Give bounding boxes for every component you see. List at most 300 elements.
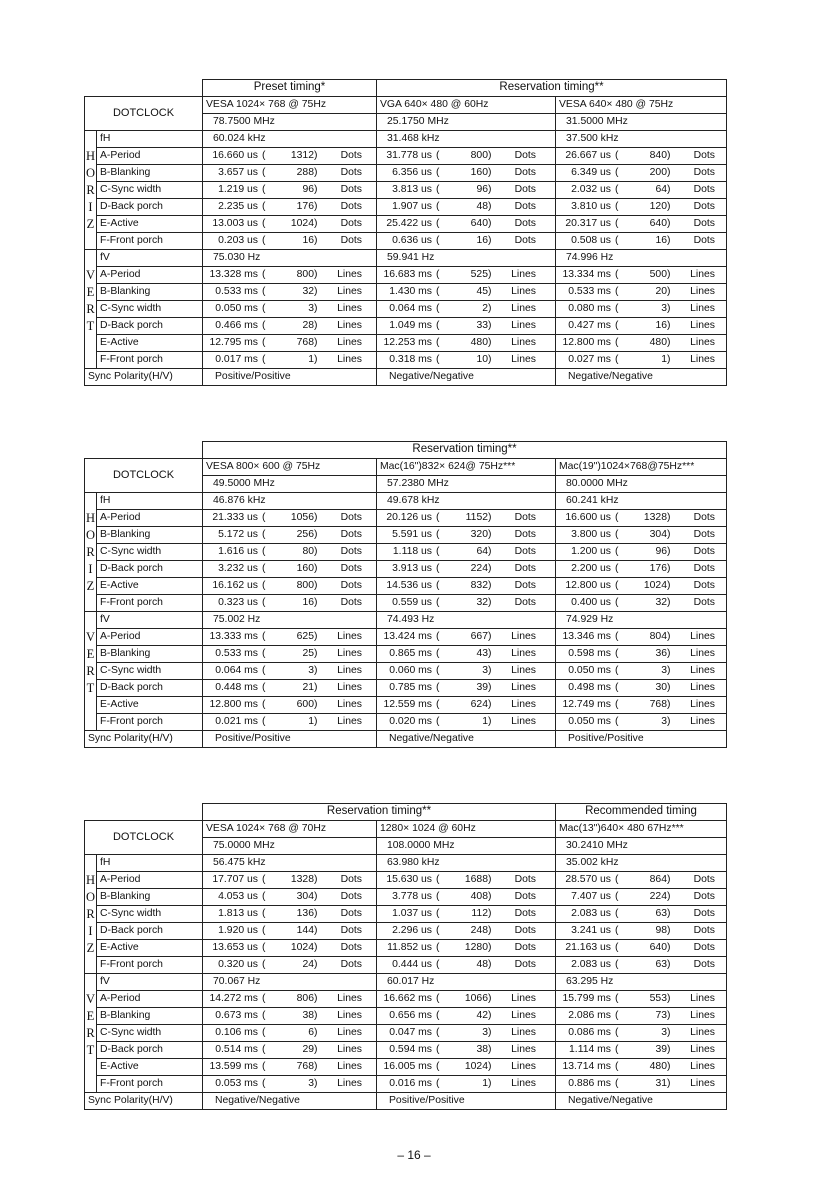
count bbox=[286, 598, 328, 608]
unit: Dots bbox=[340, 183, 362, 195]
timing-cell bbox=[380, 236, 552, 246]
parameter-label: D-Back porch bbox=[97, 1042, 203, 1059]
horizontal-row bbox=[85, 233, 727, 250]
count-value: 64 bbox=[476, 545, 488, 557]
timing-cell bbox=[559, 270, 723, 280]
duration: 0.017 ms bbox=[215, 353, 258, 365]
section-letter: O bbox=[85, 527, 96, 542]
sync-polarity-value: Negative/Negative bbox=[377, 369, 556, 386]
count-value: 16 bbox=[655, 234, 667, 246]
duration: 0.508 us bbox=[571, 234, 611, 246]
parameter-label: D-Back porch bbox=[97, 680, 203, 697]
unit: Dots bbox=[693, 924, 715, 936]
duration: 0.498 ms bbox=[568, 681, 611, 693]
unit: Lines bbox=[511, 630, 536, 642]
close-paren: ) bbox=[314, 596, 318, 608]
open-paren: ( bbox=[262, 890, 266, 902]
count-value: 3 bbox=[308, 664, 314, 676]
count-value: 1152 bbox=[465, 511, 488, 523]
open-paren: ( bbox=[262, 217, 266, 229]
count-value: 480 bbox=[649, 336, 667, 348]
open-paren: ( bbox=[436, 1009, 440, 1021]
timing-value bbox=[377, 1076, 556, 1093]
count bbox=[286, 168, 328, 178]
duration: 0.021 ms bbox=[215, 715, 258, 727]
frequency-value: 60.024 kHz bbox=[203, 131, 377, 148]
open-paren: ( bbox=[436, 285, 440, 297]
open-paren: ( bbox=[615, 630, 619, 642]
timing-cell bbox=[380, 909, 552, 919]
open-paren: ( bbox=[262, 319, 266, 331]
duration: 0.323 us bbox=[218, 596, 258, 608]
count bbox=[639, 530, 681, 540]
vertical-row bbox=[85, 646, 727, 663]
timing-cell bbox=[380, 875, 552, 885]
unit: Lines bbox=[511, 302, 536, 314]
dotclock-value: 78.7500 MHz bbox=[203, 114, 377, 131]
open-paren: ( bbox=[436, 1060, 440, 1072]
timing-value bbox=[556, 544, 727, 561]
unit: Dots bbox=[514, 217, 536, 229]
timing-value bbox=[377, 148, 556, 165]
section-letter bbox=[85, 595, 97, 612]
close-paren: ) bbox=[667, 992, 671, 1004]
duration: 0.050 ms bbox=[568, 715, 611, 727]
group-header: Reservation timing** bbox=[377, 80, 727, 97]
open-paren: ( bbox=[262, 924, 266, 936]
dotclock-value: 25.1750 MHz bbox=[377, 114, 556, 131]
duration: 0.320 us bbox=[218, 958, 258, 970]
count bbox=[460, 598, 502, 608]
count bbox=[639, 513, 681, 523]
open-paren: ( bbox=[436, 234, 440, 246]
count bbox=[286, 700, 328, 710]
unit: Lines bbox=[690, 268, 715, 280]
duration: 1.200 us bbox=[571, 545, 611, 557]
close-paren: ) bbox=[314, 166, 318, 178]
duration: 0.514 ms bbox=[215, 1043, 258, 1055]
timing-table bbox=[84, 803, 727, 1110]
duration: 13.328 ms bbox=[209, 268, 258, 280]
count bbox=[286, 926, 328, 936]
timing-value bbox=[556, 182, 727, 199]
count-value: 32 bbox=[302, 285, 314, 297]
frequency-value: 63.295 Hz bbox=[556, 974, 727, 991]
count bbox=[639, 598, 681, 608]
open-paren: ( bbox=[262, 511, 266, 523]
close-paren: ) bbox=[667, 353, 671, 365]
count bbox=[460, 202, 502, 212]
duration: 2.200 us bbox=[571, 562, 611, 574]
unit: Dots bbox=[340, 907, 362, 919]
parameter-label: F-Front porch bbox=[97, 233, 203, 250]
close-paren: ) bbox=[667, 579, 671, 591]
dotclock-value: 57.2380 MHz bbox=[377, 476, 556, 493]
count-value: 840 bbox=[649, 149, 667, 161]
open-paren: ( bbox=[436, 596, 440, 608]
count bbox=[460, 338, 502, 348]
section-letter: R bbox=[86, 906, 95, 921]
unit: Dots bbox=[340, 200, 362, 212]
open-paren: ( bbox=[262, 285, 266, 297]
timing-cell bbox=[559, 219, 723, 229]
unit: Lines bbox=[511, 268, 536, 280]
timing-cell bbox=[206, 287, 373, 297]
close-paren: ) bbox=[488, 1026, 492, 1038]
timing-cell bbox=[206, 994, 373, 1004]
unit: Dots bbox=[514, 873, 536, 885]
count-value: 1024 bbox=[643, 579, 667, 591]
duration: 0.656 ms bbox=[389, 1009, 432, 1021]
close-paren: ) bbox=[488, 528, 492, 540]
open-paren: ( bbox=[615, 1026, 619, 1038]
count bbox=[460, 581, 502, 591]
unit: Lines bbox=[690, 992, 715, 1004]
open-paren: ( bbox=[615, 149, 619, 161]
unit: Lines bbox=[337, 630, 362, 642]
close-paren: ) bbox=[667, 596, 671, 608]
section-letter: E bbox=[85, 646, 97, 663]
unit: Lines bbox=[511, 698, 536, 710]
timing-value bbox=[203, 906, 377, 923]
count-value: 1328 bbox=[290, 873, 314, 885]
unit: Dots bbox=[514, 183, 536, 195]
timing-cell bbox=[380, 270, 552, 280]
section-letter: R bbox=[86, 663, 95, 678]
duration: 0.466 ms bbox=[215, 319, 258, 331]
count bbox=[460, 547, 502, 557]
timing-cell bbox=[380, 1028, 552, 1038]
open-paren: ( bbox=[436, 528, 440, 540]
open-paren: ( bbox=[262, 353, 266, 365]
close-paren: ) bbox=[667, 1009, 671, 1021]
unit: Lines bbox=[337, 698, 362, 710]
count-value: 768 bbox=[296, 1060, 314, 1072]
count-value: 32 bbox=[655, 596, 667, 608]
unit: Dots bbox=[514, 528, 536, 540]
parameter-label: fH bbox=[97, 855, 203, 872]
timing-cell bbox=[206, 1028, 373, 1038]
mode-row bbox=[85, 97, 727, 114]
count bbox=[286, 1045, 328, 1055]
sync-polarity-value: Negative/Negative bbox=[556, 369, 727, 386]
duration: 20.317 us bbox=[565, 217, 611, 229]
section-letter bbox=[85, 335, 97, 352]
open-paren: ( bbox=[436, 681, 440, 693]
count bbox=[460, 513, 502, 523]
duration: 12.253 ms bbox=[383, 336, 432, 348]
duration: 0.027 ms bbox=[568, 353, 611, 365]
open-paren: ( bbox=[436, 992, 440, 1004]
count bbox=[286, 530, 328, 540]
timing-value bbox=[203, 199, 377, 216]
parameter-label: A-Period bbox=[97, 148, 203, 165]
count bbox=[460, 1028, 502, 1038]
timing-cell bbox=[559, 185, 723, 195]
timing-value bbox=[203, 629, 377, 646]
open-paren: ( bbox=[615, 319, 619, 331]
close-paren: ) bbox=[667, 511, 671, 523]
count bbox=[639, 564, 681, 574]
unit: Dots bbox=[693, 166, 715, 178]
count-value: 480 bbox=[649, 1060, 667, 1072]
duration: 12.559 ms bbox=[383, 698, 432, 710]
section-letter: O bbox=[85, 889, 96, 904]
frequency-value: 70.067 Hz bbox=[203, 974, 377, 991]
frequency-value: 37.500 kHz bbox=[556, 131, 727, 148]
timing-value bbox=[377, 1042, 556, 1059]
count bbox=[286, 1011, 328, 1021]
close-paren: ) bbox=[667, 1060, 671, 1072]
close-paren: ) bbox=[667, 1026, 671, 1038]
unit: Dots bbox=[340, 924, 362, 936]
count bbox=[639, 547, 681, 557]
timing-cell bbox=[380, 564, 552, 574]
timing-cell bbox=[380, 355, 552, 365]
timing-cell bbox=[559, 700, 723, 710]
duration: 13.424 ms bbox=[383, 630, 432, 642]
timing-value bbox=[556, 923, 727, 940]
frequency-value: 49.678 kHz bbox=[377, 493, 556, 510]
duration: 31.778 us bbox=[386, 149, 432, 161]
open-paren: ( bbox=[436, 1043, 440, 1055]
close-paren: ) bbox=[314, 715, 318, 727]
timing-cell bbox=[206, 338, 373, 348]
close-paren: ) bbox=[488, 1009, 492, 1021]
open-paren: ( bbox=[615, 528, 619, 540]
parameter-label: A-Period bbox=[97, 629, 203, 646]
timing-value bbox=[203, 182, 377, 199]
timing-value bbox=[203, 352, 377, 369]
open-paren: ( bbox=[262, 698, 266, 710]
duration: 1.049 ms bbox=[389, 319, 432, 331]
close-paren: ) bbox=[667, 715, 671, 727]
count bbox=[460, 1011, 502, 1021]
close-paren: ) bbox=[314, 1009, 318, 1021]
unit: Lines bbox=[511, 1060, 536, 1072]
timing-cell bbox=[559, 1045, 723, 1055]
count-value: 3 bbox=[661, 715, 667, 727]
unit: Dots bbox=[514, 907, 536, 919]
count bbox=[639, 1045, 681, 1055]
close-paren: ) bbox=[488, 630, 492, 642]
timing-value bbox=[203, 267, 377, 284]
open-paren: ( bbox=[436, 200, 440, 212]
timing-value bbox=[377, 940, 556, 957]
close-paren: ) bbox=[667, 545, 671, 557]
timing-cell bbox=[559, 304, 723, 314]
parameter-label: E-Active bbox=[97, 697, 203, 714]
timing-cell bbox=[559, 943, 723, 953]
open-paren: ( bbox=[615, 890, 619, 902]
open-paren: ( bbox=[262, 907, 266, 919]
timing-cell bbox=[559, 581, 723, 591]
close-paren: ) bbox=[488, 319, 492, 331]
open-paren: ( bbox=[615, 698, 619, 710]
parameter-label: B-Blanking bbox=[97, 165, 203, 182]
horizontal-row bbox=[85, 889, 727, 906]
dotclock-label: DOTCLOCK bbox=[85, 459, 203, 493]
sync-polarity-label: Sync Polarity(H/V) bbox=[85, 369, 203, 386]
open-paren: ( bbox=[436, 302, 440, 314]
open-paren: ( bbox=[615, 1060, 619, 1072]
close-paren: ) bbox=[488, 511, 492, 523]
count bbox=[286, 649, 328, 659]
count-value: 304 bbox=[296, 890, 314, 902]
count-value: 248 bbox=[470, 924, 488, 936]
unit: Lines bbox=[337, 353, 362, 365]
duration: 12.800 ms bbox=[209, 698, 258, 710]
timing-cell bbox=[380, 960, 552, 970]
parameter-label: A-Period bbox=[97, 872, 203, 889]
timing-cell bbox=[559, 875, 723, 885]
group-header: Preset timing* bbox=[203, 80, 377, 97]
timing-value bbox=[203, 940, 377, 957]
timing-cell bbox=[206, 513, 373, 523]
duration: 0.533 ms bbox=[215, 285, 258, 297]
close-paren: ) bbox=[667, 336, 671, 348]
unit: Dots bbox=[693, 217, 715, 229]
section-letter bbox=[85, 1076, 97, 1093]
frequency-value: 74.929 Hz bbox=[556, 612, 727, 629]
sync-polarity-label: Sync Polarity(H/V) bbox=[85, 731, 203, 748]
count bbox=[639, 994, 681, 1004]
group-header-row bbox=[85, 804, 727, 821]
unit: Lines bbox=[690, 319, 715, 331]
count bbox=[460, 666, 502, 676]
close-paren: ) bbox=[314, 630, 318, 642]
count bbox=[460, 219, 502, 229]
open-paren: ( bbox=[262, 545, 266, 557]
close-paren: ) bbox=[314, 319, 318, 331]
section-letter: H bbox=[85, 148, 96, 163]
parameter-label: F-Front porch bbox=[97, 957, 203, 974]
timing-cell bbox=[380, 338, 552, 348]
parameter-label: B-Blanking bbox=[97, 1008, 203, 1025]
sync-polarity-value: Positive/Positive bbox=[377, 1093, 556, 1110]
timing-value bbox=[203, 148, 377, 165]
timing-cell bbox=[380, 547, 552, 557]
timing-value bbox=[556, 318, 727, 335]
open-paren: ( bbox=[436, 1026, 440, 1038]
duration: 17.707 us bbox=[212, 873, 258, 885]
count-value: 29 bbox=[302, 1043, 314, 1055]
duration: 0.865 ms bbox=[389, 647, 432, 659]
duration: 16.683 ms bbox=[383, 268, 432, 280]
open-paren: ( bbox=[615, 183, 619, 195]
open-paren: ( bbox=[436, 217, 440, 229]
open-paren: ( bbox=[262, 630, 266, 642]
group-header: Reservation timing** bbox=[203, 804, 556, 821]
open-paren: ( bbox=[262, 1026, 266, 1038]
count-value: 120 bbox=[649, 200, 667, 212]
close-paren: ) bbox=[314, 1077, 318, 1089]
count-value: 525 bbox=[470, 268, 488, 280]
dotclock-value: 108.0000 MHz bbox=[377, 838, 556, 855]
count-value: 1024 bbox=[290, 941, 314, 953]
duration: 0.053 ms bbox=[215, 1077, 258, 1089]
unit: Dots bbox=[514, 924, 536, 936]
close-paren: ) bbox=[314, 681, 318, 693]
vertical-row bbox=[85, 267, 727, 284]
unit: Lines bbox=[337, 319, 362, 331]
duration: 13.346 ms bbox=[562, 630, 611, 642]
open-paren: ( bbox=[615, 511, 619, 523]
count bbox=[460, 994, 502, 1004]
duration: 1.920 us bbox=[218, 924, 258, 936]
timing-cell bbox=[559, 287, 723, 297]
count-value: 96 bbox=[476, 183, 488, 195]
duration: 7.407 us bbox=[571, 890, 611, 902]
close-paren: ) bbox=[667, 630, 671, 642]
count-value: 25 bbox=[302, 647, 314, 659]
unit: Dots bbox=[340, 958, 362, 970]
count-value: 21 bbox=[302, 681, 314, 693]
unit: Dots bbox=[340, 217, 362, 229]
timing-value bbox=[377, 595, 556, 612]
unit: Lines bbox=[690, 647, 715, 659]
timing-cell bbox=[206, 547, 373, 557]
timing-value bbox=[203, 595, 377, 612]
unit: Lines bbox=[511, 992, 536, 1004]
timing-cell bbox=[559, 632, 723, 642]
count bbox=[639, 1028, 681, 1038]
timing-value bbox=[377, 165, 556, 182]
count-value: 1688 bbox=[464, 873, 488, 885]
close-paren: ) bbox=[667, 234, 671, 246]
close-paren: ) bbox=[488, 941, 492, 953]
parameter-label: E-Active bbox=[97, 335, 203, 352]
dotclock-value: 80.0000 MHz bbox=[556, 476, 727, 493]
parameter-label: E-Active bbox=[97, 578, 203, 595]
timing-cell bbox=[559, 547, 723, 557]
duration: 21.163 us bbox=[565, 941, 611, 953]
timing-value bbox=[556, 697, 727, 714]
unit: Lines bbox=[511, 1077, 536, 1089]
unit: Lines bbox=[690, 302, 715, 314]
duration: 3.813 us bbox=[392, 183, 432, 195]
timing-cell bbox=[206, 1079, 373, 1089]
count-value: 667 bbox=[470, 630, 488, 642]
duration: 5.172 us bbox=[218, 528, 258, 540]
duration: 16.005 ms bbox=[383, 1060, 432, 1072]
section-letter bbox=[85, 250, 97, 267]
timing-value bbox=[556, 680, 727, 697]
timing-cell bbox=[559, 892, 723, 902]
count-value: 1024 bbox=[464, 1060, 488, 1072]
timing-table bbox=[84, 79, 727, 386]
count bbox=[286, 1028, 328, 1038]
timing-value bbox=[556, 957, 727, 974]
close-paren: ) bbox=[314, 562, 318, 574]
unit: Dots bbox=[340, 596, 362, 608]
section-letter bbox=[85, 233, 97, 250]
open-paren: ( bbox=[262, 647, 266, 659]
close-paren: ) bbox=[314, 992, 318, 1004]
open-paren: ( bbox=[615, 353, 619, 365]
close-paren: ) bbox=[667, 1043, 671, 1055]
close-paren: ) bbox=[314, 149, 318, 161]
count-value: 640 bbox=[470, 217, 488, 229]
dotclock-value: 30.2410 MHz bbox=[556, 838, 727, 855]
unit: Dots bbox=[514, 545, 536, 557]
count-value: 800 bbox=[296, 579, 314, 591]
duration: 0.050 ms bbox=[215, 302, 258, 314]
timing-value bbox=[377, 957, 556, 974]
section-letter: Z bbox=[85, 940, 97, 957]
timing-cell bbox=[206, 202, 373, 212]
close-paren: ) bbox=[667, 528, 671, 540]
